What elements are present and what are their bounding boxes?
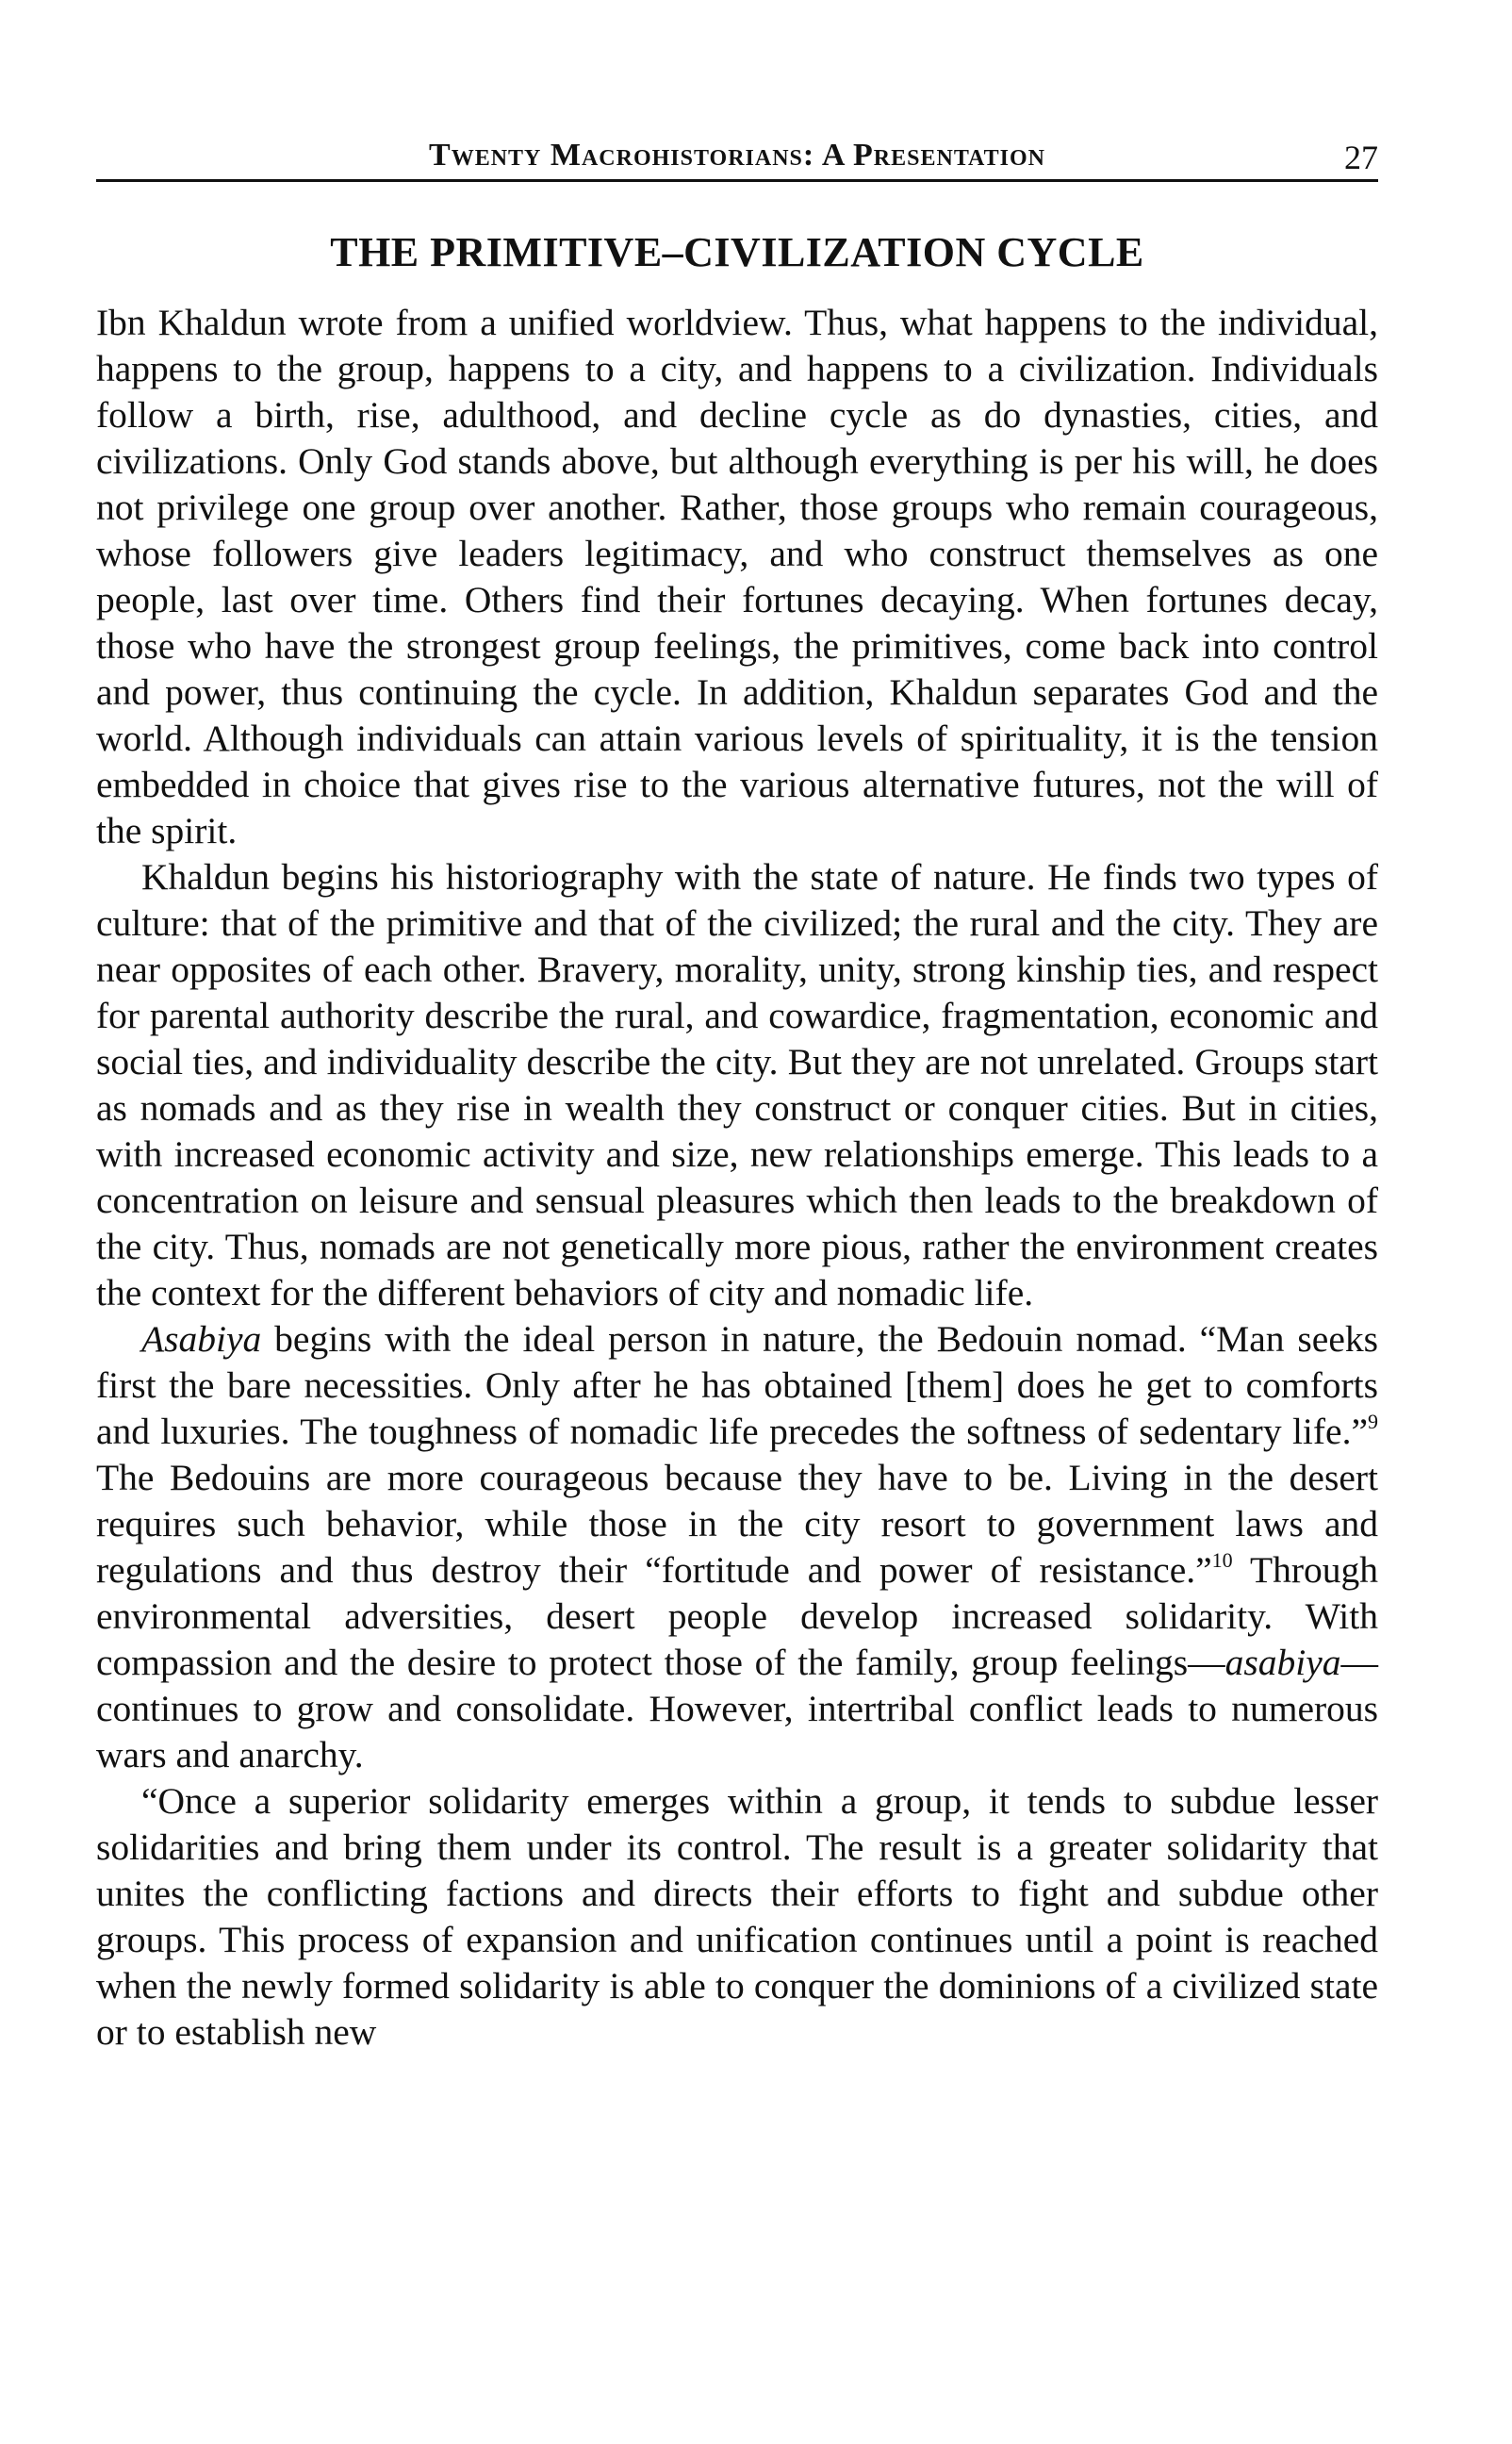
italic-term: Asabiya [141,1318,262,1360]
running-header [96,130,1378,182]
paragraph-3 [96,1316,1378,1778]
paragraph-1: Ibn Khaldun wrote from a unified worldview. Thus, what happens to the individual, happens to the group, happens to a city, and happens to a civilization. Individuals follow a birth, rise, adulthood, and decline cycle as do dynasties, cities, and civilizations. Only God stands above, but although everything is per his will, he does not privilege one group over another. Rather, those groups who remain courageous, whose followers give leaders legitimacy, and who construct themselves as one people, last over time. Others find their fortunes decaying. When fortunes decay, those who have the strongest group feelings, the primitives, come back into control and power, thus continuing the cycle. In addition, Khaldun separates God and the world. Although individuals can attain various levels of spirituality, it is the tension embedded in choice that gives rise to the various alternative futures, not the will of the spirit. [96,302,1378,851]
book-page [96,0,1378,2444]
paragraph-3-part-4: — continues to grow and consolidate. However, intertribal conflict leads to numerous wars and anarchy. [96,1642,1378,1775]
section-title: THE PRIMITIVE–CIVILIZATION CYCLE [330,229,1144,275]
paragraph-3-part-2: The Bedouins are more courageous because they have to be. Living in the desert requires such behavior, while those in the city resort to government laws and regulations and thus destroy their “fortitude and power of resistance.” [96,1457,1378,1591]
body-text [96,300,1378,2056]
running-title: Twenty Macrohistorians: A Presentation [429,138,1045,173]
italic-term-inline: asabiya [1224,1642,1341,1683]
page-number: 27 [1344,139,1378,176]
paragraph-2: Khaldun begins his historiography with the state of nature. He finds two types of culture: that of the primitive and that of the civilized; the rural and the city. They are near opposites of each other. Bravery, morality, unity, strong kinship ties, and respect for parental authority describe the rural, and cowardice, fragmentation, economic and social ties, and individuality describe the city. But they are not unrelated. Groups start as nomads and as they rise in wealth they construct or conquer cities. But in cities, with increased economic activity and size, new relationships emerge. This leads to a concentration on leisure and sensual pleasures which then leads to the breakdown of the city. Thus, nomads are not genetically more pious, rather the environment creates the context for the different behaviors of city and nomadic life. [96,856,1378,1313]
footnote-ref-9: 9 [1368,1410,1378,1433]
paragraph-3-part-1: begins with the ideal person in nature, the Bedouin nomad. “Man seeks first the bare necessities. Only after he has obtained [them] does he get to comforts and luxuries. The toughness of nomadic life precedes the softness of sedentary life.” [96,1318,1378,1452]
paragraph-3-part-3: Through environmental adversities, desert people develop increased solidarity. With compassion and the desire to protect those of the family, group feelings— [96,1549,1378,1683]
paragraph-4: “Once a superior solidarity emerges within a group, it tends to subdue lesser solidarities and bring them under its control. The result is a greater solidarity that unites the conflicting factions and directs their efforts to fight and subdue other groups. This process of expansion and unification continues until a point is reached when the newly formed solidarity is able to conquer the dominions of a civilized state or to establish new [96,1780,1378,2053]
footnote-ref-10: 10 [1211,1548,1233,1572]
